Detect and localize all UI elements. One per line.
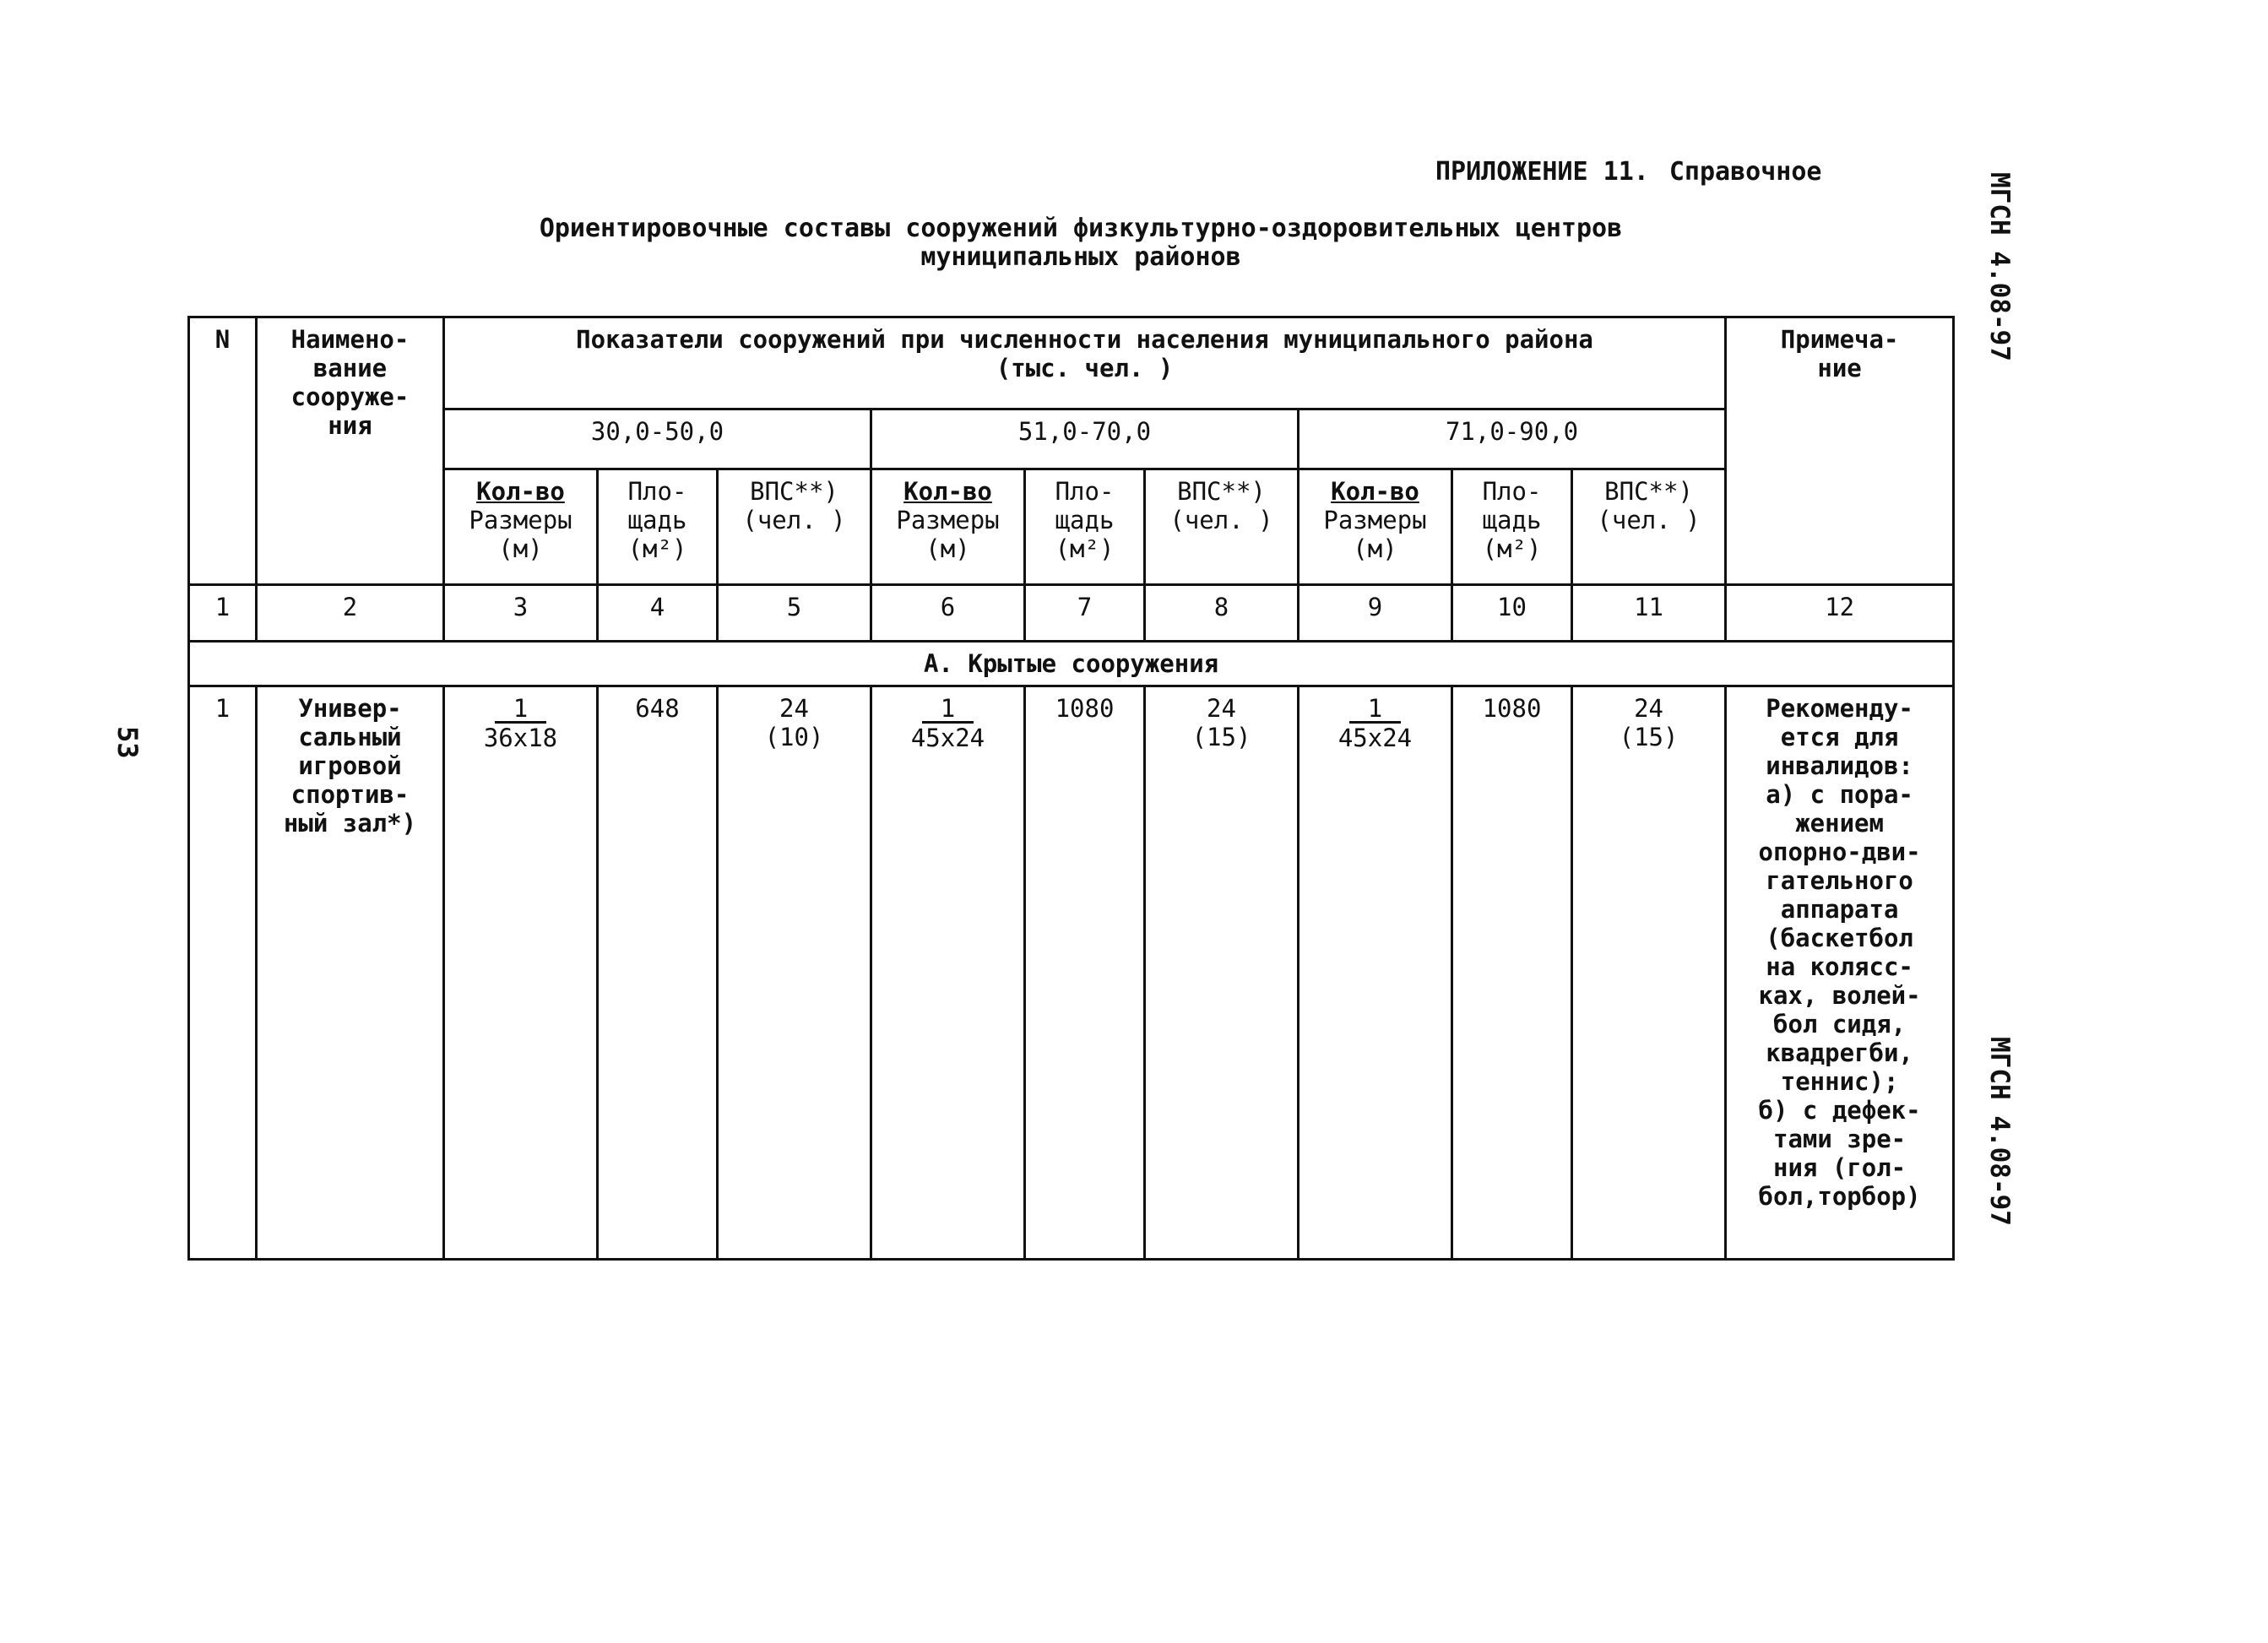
header-col-no: N [189,317,257,585]
column-number: 12 [1726,585,1954,642]
column-number: 5 [718,585,871,642]
header-col-notes: Примеча- ние [1726,317,1954,585]
column-number: 1 [189,585,257,642]
subheader-area-2: Пло- щадь (м²) [1025,469,1145,585]
g1-qty: 1 [495,696,546,724]
subheader-qty-size-2 [871,469,1025,585]
subheader-qty: Кол-во [476,477,565,506]
column-number: 11 [1572,585,1726,642]
g2-qty: 1 [922,696,974,724]
row-number: 1 [189,686,257,1260]
g1-qty-size [444,686,598,1260]
subheader-qty: Кол-во [1331,477,1419,506]
side-code-top: МГСН 4.08-97 [1984,172,2015,361]
appendix-heading [1435,157,1822,187]
section-header-covered: А. Крытые сооружения [189,642,1954,686]
g2-qty-size [871,686,1025,1260]
group-header-2: 51,0-70,0 [871,409,1299,469]
subheader-size: Размеры (м) [1323,506,1427,563]
column-number: 3 [444,585,598,642]
header-indicators: Показатели сооружений при численности населения муниципального района (тыс. чел. ) [444,317,1726,409]
group-header-1: 30,0-50,0 [444,409,871,469]
column-number: 8 [1145,585,1299,642]
g2-area: 1080 [1025,686,1145,1260]
g3-vps: 24 (15) [1572,686,1726,1260]
subheader-qty: Кол-во [903,477,992,506]
subheader-size: Размеры (м) [896,506,1000,563]
g3-area: 1080 [1452,686,1572,1260]
subheader-qty-size-1 [444,469,598,585]
appendix-type: Справочное [1668,157,1822,187]
g1-area: 648 [598,686,718,1260]
column-number: 10 [1452,585,1572,642]
column-number: 4 [598,585,718,642]
subheader-qty-size-3 [1299,469,1452,585]
facilities-table [187,316,1955,1261]
table-row [189,686,1954,1260]
subheader-vps-2: ВПС**) (чел. ) [1145,469,1299,585]
appendix-label: ПРИЛОЖЕНИЕ 11. [1435,157,1649,187]
g2-size: 45х24 [910,724,985,752]
column-number: 2 [257,585,444,642]
g3-qty-size [1299,686,1452,1260]
g1-vps: 24 (10) [718,686,871,1260]
subheader-vps-1: ВПС**) (чел. ) [718,469,871,585]
g3-size: 45х24 [1337,724,1413,752]
document-title-line1: Ориентировочные составы сооружений физкультурно-оздоровительных центров [539,214,1623,243]
g3-qty: 1 [1349,696,1401,724]
column-number: 6 [871,585,1025,642]
g2-vps: 24 (15) [1145,686,1299,1260]
group-header-3: 71,0-90,0 [1299,409,1726,469]
column-number: 7 [1025,585,1145,642]
side-code-bottom: МГСН 4.08-97 [1984,1037,2015,1226]
facility-note: Рекоменду- ется для инвалидов: а) с пора- жением опорно-дви- гательного аппарата (баскетбол на колясс- ках, волей- бол сидя, квадрегби, теннис); б) с дефек- тами зре- ния (гол- бол,торбор) [1726,686,1954,1260]
subheader-area-1: Пло- щадь (м²) [598,469,718,585]
g1-size: 36х18 [483,724,558,752]
column-number: 9 [1299,585,1452,642]
subheader-size: Размеры (м) [469,506,572,563]
subheader-vps-3: ВПС**) (чел. ) [1572,469,1726,585]
page-number: 53 [111,726,144,759]
subheader-area-3: Пло- щадь (м²) [1452,469,1572,585]
facility-name: Универ- сальный игровой спортив- ный зал*) [257,686,444,1260]
header-col-name: Наимено- вание сооруже- ния [257,317,444,585]
document-title-line2: муниципальных районов [920,242,1241,272]
